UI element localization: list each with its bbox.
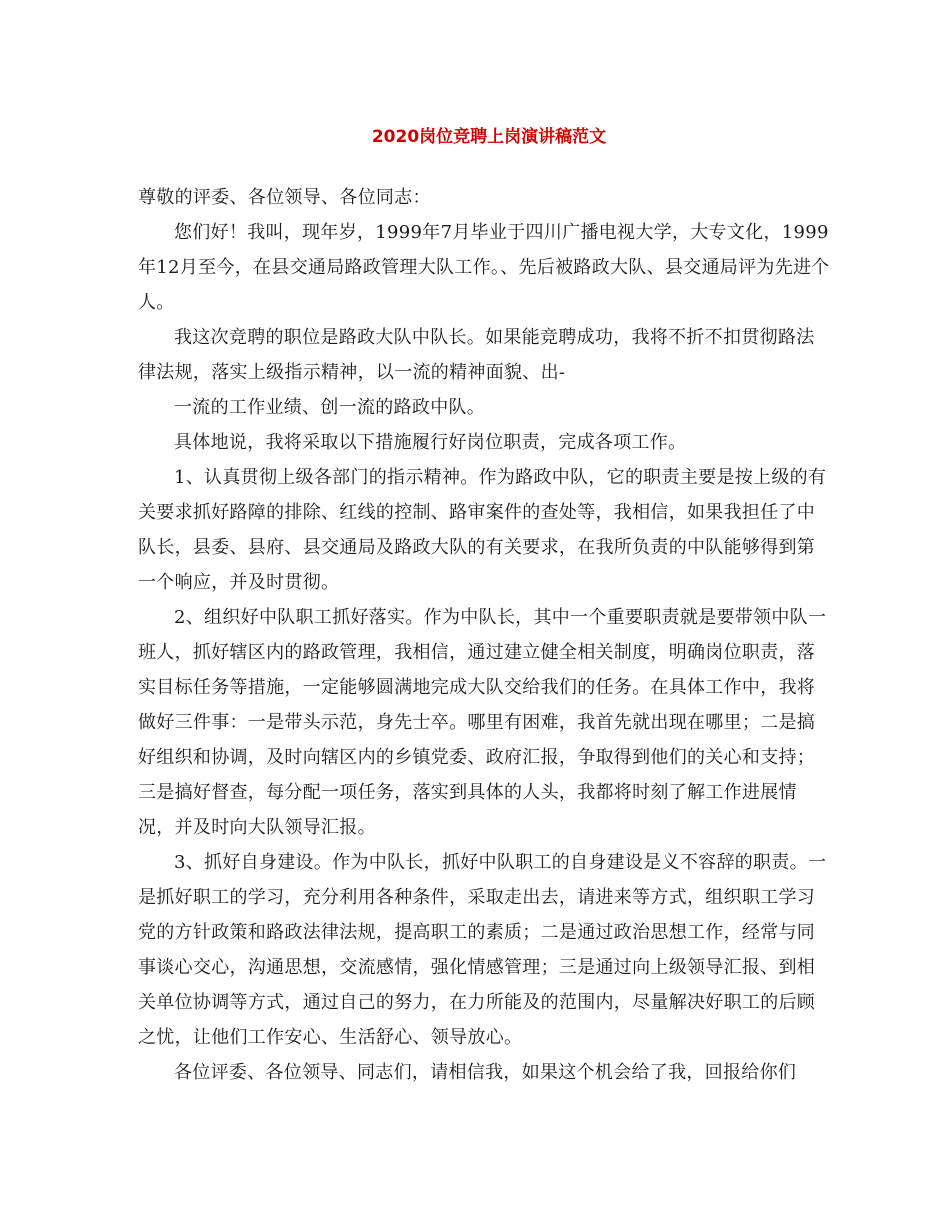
paragraph-point-2: 2、组织好中队职工抓好落实。作为中队长，其中一个重要职责就是要带领中队一班人，抓好辖区内的路政管理，我相信，通过建立健全相关制度，明确岗位职责，落实目标任务等措施，一定能够圆满地完成大队交给我们的任务。在具体工作中，我将做好三件事：一是带头示范，身先士卒。哪里有困难，我首先就出现在哪里；二是搞好组织和协调，及时向辖区内的乡镇党委、政府汇报，争取得到他们的关心和支持；三是搞好督查，每分配一项任务，落实到具体的人头，我都将时刻了解工作进展情况，并及时向大队领导汇报。 bbox=[138, 607, 827, 838]
greeting-line: 尊敬的评委、各位领导、各位同志： bbox=[138, 187, 431, 208]
paragraph-point-1: 1、认真贯彻上级各部门的指示精神。作为路政中队，它的职责主要是按上级的有关要求抓好路障的排除、红线的控制、路审案件的查处等，我相信，如果我担任了中队长，县委、县府、县交通局及路政大队的有关要求，在我所负责的中队能够得到第一个响应，并及时贯彻。 bbox=[138, 467, 827, 593]
paragraph-closing: 各位评委、各位领导、同志们，请相信我，如果这个机会给了我，回报给你们 bbox=[174, 1062, 797, 1083]
paragraph-position: 我这次竞聘的职位是路政大队中队长。如果能竞聘成功，我将不折不扣贯彻路法律法规，落实上级指示精神，以一流的精神面貌、出- bbox=[138, 327, 815, 383]
paragraph-intro: 您们好！我叫，现年岁，1999年7月毕业于四川广播电视大学，大专文化，1999年12月至今，在县交通局路政管理大队工作。、先后被路政大队、县交通局评为先进个人。 bbox=[138, 222, 830, 313]
document-body bbox=[138, 180, 830, 1090]
paragraph-measures: 具体地说，我将采取以下措施履行好岗位职责，完成各项工作。 bbox=[174, 432, 687, 453]
document-title: 2020岗位竞聘上岗演讲稿范文 bbox=[371, 127, 607, 147]
paragraph-point-3: 3、抓好自身建设。作为中队长，抓好中队职工的自身建设是义不容辞的职责。一是抓好职工的学习，充分利用各种条件，采取走出去，请进来等方式，组织职工学习党的方针政策和路政法律法规，提高职工的素质；二是通过政治思想工作，经常与同事谈心交心，沟通思想，交流感情，强化情感管理；三是通过向上级领导汇报、到相关单位协调等方式，通过自己的努力，在力所能及的范围内，尽量解决好职工的后顾之忧，让他们工作安心、生活舒心、领导放心。 bbox=[138, 852, 827, 1048]
paragraph-position-cont: 一流的工作业绩、创一流的路政中队。 bbox=[174, 397, 486, 418]
